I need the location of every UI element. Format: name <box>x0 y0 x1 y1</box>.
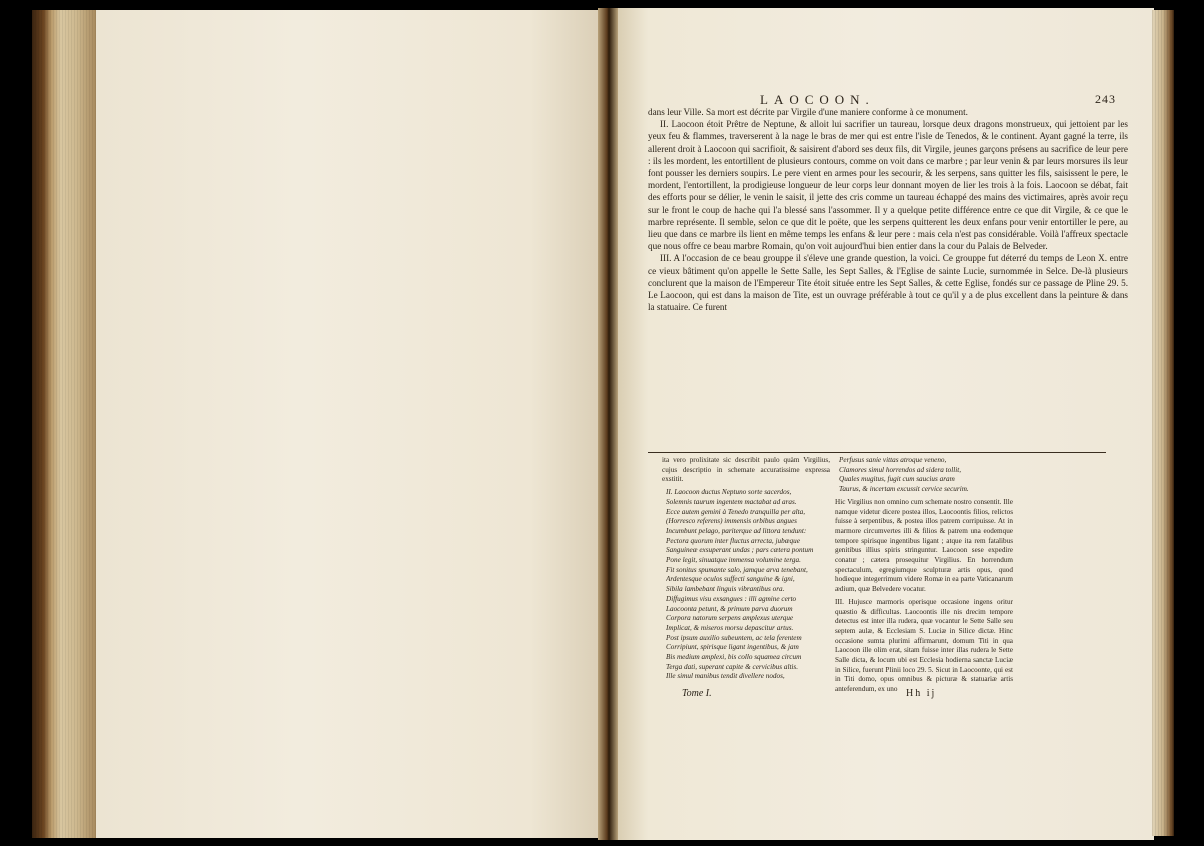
paragraph-section-iii: III. A l'occasion de ce beau grouppe il s'éleve une grande question, la voici. Ce grouppe fut déterré du temps de Leon X. entre ce vieux bâtiment qu'on appelle le Sette Salle, les Sept Salles, & l'Eglise de sainte Lucie, surnommée in Selce. De-là plusieurs conclurent que la maison de l'Empereur Tite étoit située entre les Sept Salles, & cette Eglise, fondés sur ce passage de Pline 29. 5. Le Laocoon, qui est dans la maison de Tite, est un ouvrage préférable à tout ce qu'il y a de plus excellent dans la peinture & dans la statuaire. Ce furent <box>648 253 1128 313</box>
verse-line: Corpora natorum serpens amplexus uterque <box>666 614 794 623</box>
verse-line: Ecce autem gemini à Tenedo tranquilla per alta, <box>666 507 806 516</box>
blank-left-page <box>96 10 606 838</box>
book-gutter <box>598 8 618 840</box>
verse-block-left <box>662 488 830 682</box>
paragraph-section-ii: II. Laocoon étoit Prêtre de Neptune, & alloit lui sacrifier un taureau, lorsque deux dragons monstrueux, qui jettoient par les yeux feu & flammes, traverserent à la nage le bras de mer qui est entre l'isle de Tenedos, & le continent. Ayant gagné la terre, ils allerent droit à Laocoon qui sacrifioit, & saisirent d'abord ses deux fils, dit Virgile, jeunes garçons présens au sacrifice de leur pere : ils les mordent, les entortillent de plusieurs contours, comme on voit dans ce marbre ; par leur venin & par leurs morsures ils leur font pousser les derniers soupirs. Le pere vient en armes pour les secourir, & les serpens, sans quitter les fils, saisissent le pere, le mordent, l'entortillent, la prodigieuse longueur de leur corps leur donnant moyen de lier les trois à la fois. Laocoon se débat, fait des efforts pour se délier, le venin le saisit, il jette des cris comme un taureau échappé des mains des victimaires, après avoir reçu sur le front le coup de hache qui l'a blessé sans l'assommer. Il y a quelque petite différence entre ce que dit Virgile, & ce que le marbre représente. Il semble, selon ce que dit le poëte, que les serpens quitterent les deux enfans pour venir entortiller le pere, au lieu que dans ce marbre ils lient en même temps les enfans & leur pere : mais cela n'est pas considérable. Voilà l'affreux spectacle que nous offre ce beau marbre Romain, qu'on voit aujourd'hui bien entier dans la cour du Palais de Belveder. <box>648 119 1128 252</box>
verse-line: Sibila lambebant linguis vibrantibus ora. <box>666 585 785 594</box>
verse-line: Incumbunt pelago, pariterque ad littora tendunt: <box>666 526 807 535</box>
verse-line: Bis medium amplexi, bis collo squamea circum <box>666 653 802 662</box>
page-number: 243 <box>1095 92 1116 106</box>
verse-line: Taurus, & incertam excussit cervice securim. <box>839 485 969 494</box>
sheet-signature: Hh ij <box>906 688 937 699</box>
verse-line: Ille simul manibus tendit divellere nodos, <box>666 672 785 681</box>
verse-line: Quales mugitus, fugit cum saucius aram <box>839 475 955 484</box>
verse-line: Post ipsum auxilio subeuntem, ac tela ferentem <box>666 633 802 642</box>
book-edge-left <box>32 10 96 838</box>
verse-line: Terga dati, superant capite & cervicibus altis. <box>666 662 799 671</box>
verse-line: Solemnis taurum ingentem mactabat ad aras. <box>666 497 797 506</box>
verse-line: Pone legit, sinuatque immensa volumine terga. <box>666 556 801 565</box>
verse-line: Diffugimus visu exsangues : illi agmine certo <box>666 594 797 603</box>
verse-line: Sanguineæ exsuperant undas ; pars cætera pontum <box>666 546 814 555</box>
verse-line: Pectora quorum inter fluctus arrecta, jubæque <box>666 536 800 545</box>
verse-line: Laocoonta petunt, & primum parva duorum <box>666 604 793 613</box>
footnote-intro: ita vero prolixitate sic describit paulo quàm Virgilius, cujus descriptio in schemate accuratissime expressa exstitit. <box>662 456 830 484</box>
footnote-paragraph: Hic Virgilius non omnino cum schemate nostro consentit. Ille namque videtur dicere postea illos, Laocoontis filios, relictos fuisse à serpentibus, & postea illos patrem corripuisse. At in marmore circumvertes illi & filios & patrem una eodemque tempore spirisque ingentibus ligant ; atque ita rem fatalibus genitibus illius spiris stringuntur. Laocoon sese expedire conatur ; cætera prosequitur Virgilius. En horrendum spectaculum, egregiumque sculpturæ artis opus, quod hodieque integerrimum videre Romæ in ea parte Vaticanarum ædium, quæ Belvedere vocatur. <box>835 497 1013 594</box>
footnote-left-column <box>662 456 830 682</box>
verse-line: Corripiunt, spirisque ligant ingentibus, & jam <box>666 643 799 652</box>
main-text <box>648 106 1128 313</box>
verse-line: Perfusus sanie vittas atroque veneno, <box>839 456 947 464</box>
running-title: LAOCOON. <box>760 92 875 107</box>
footnote-right-column <box>835 456 1013 698</box>
verse-block-right <box>835 456 1013 495</box>
paragraph-intro: dans leur Ville. Sa mort est décrite par Virgile d'une maniere conforme à ce monument. <box>648 107 968 117</box>
verse-line: Ardentesque oculos suffecti sanguine & igni, <box>666 575 795 584</box>
verse-line: Implicat, & miseros morsu depascitur artus. <box>666 623 794 632</box>
volume-signature: Tome I. <box>682 688 712 699</box>
verse-line: Clamores simul horrendos ad sidera tollit, <box>839 465 962 474</box>
verse-line: (Horresco referens) immensis orbibus angues <box>666 517 797 526</box>
footnote-divider <box>648 452 1106 453</box>
verse-line: Fit sonitus spumante salo, jamque arva tenebant, <box>666 565 808 574</box>
footnote-paragraph: III. Hujusce marmoris operisque occasione ingens oritur quæstio & difficultas. Laocoontis ille nis drecim tempore detectus est inter illa rudera, quæ vocantur le Sette Salle seu septem aulæ, & Ecclesiam S. Luciæ in Silice dictæ. Hinc occasione sumta plurimi affirmarunt, domum Titi in qua Laocoon ille olim erat, sitam fuisse inter illas rudera le Sette Salle dicta, & locum ubi est Ecclesia hodierna sanctæ Luciæ in Silice, fuerunt Plinii loco 29. 5. Sicut in Laocoonte, qui est in Titi domo, opus omnibus & picturæ & statuariæ artis anteferendum, ex uno <box>835 597 1013 694</box>
book-edge-right <box>1152 10 1174 836</box>
verse-line: II. Laocoon ductus Neptuno sorte sacerdos, <box>666 488 792 497</box>
